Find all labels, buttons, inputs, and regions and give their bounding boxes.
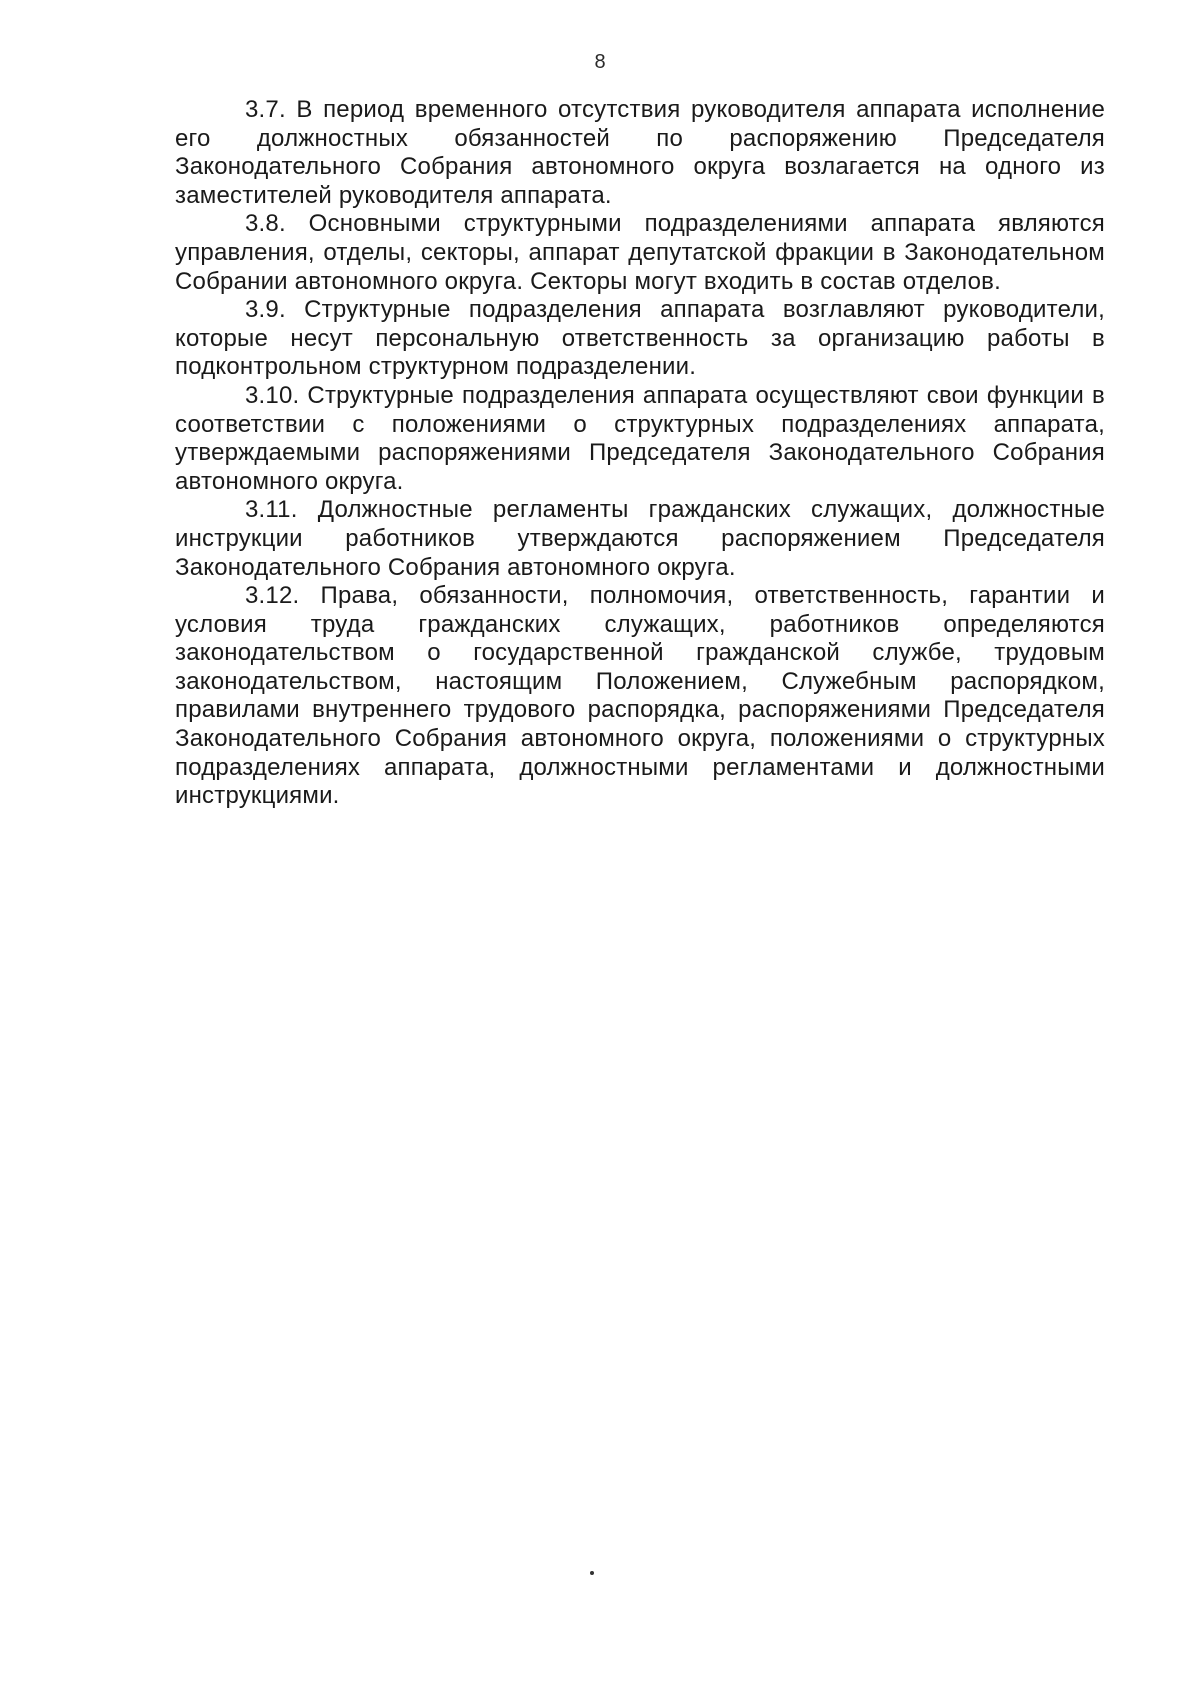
paragraph-3-8: 3.8. Основными структурными подразделениями аппарата являются управления, отделы, секторы, аппарат депутатской фракции в Законодательном Собрании автономного округа. Секторы могут входить в состав отделов. xyxy=(175,210,1105,295)
paragraph-3-11: 3.11. Должностные регламенты гражданских служащих, должностные инструкции работников утверждаются распоряжением Председателя Законодательного Собрания автономного округа. xyxy=(175,496,1105,581)
document-body xyxy=(175,96,1105,811)
paragraph-3-7: 3.7. В период временного отсутствия руководителя аппарата исполнение его должностных обязанностей по распоряжению Председателя Законодательного Собрания автономного округа возлагается на одного из заместителей руководителя аппарата. xyxy=(175,96,1105,209)
paragraph-3-9: 3.9. Структурные подразделения аппарата возглавляют руководители, которые несут персональную ответственность за организацию работы в подконтрольном структурном подразделении. xyxy=(175,296,1105,381)
scan-speck xyxy=(590,1571,594,1575)
paragraph-3-10: 3.10. Структурные подразделения аппарата осуществляют свои функции в соответствии с положениями о структурных подразделениях аппарата, утверждаемыми распоряжениями Председателя Законодательного Собрания автономного округа. xyxy=(175,381,1105,495)
page-number: 8 xyxy=(594,51,606,73)
paragraph-3-12: 3.12. Права, обязанности, полномочия, ответственность, гарантии и условия труда гражданских служащих, работников определяются законодательством о государственной гражданской службе, трудовым законодательством, настоящим Положением, Служебным распорядком, правилами внутреннего трудового распорядка, распоряжениями Председателя Законодательного Собрания автономного округа, положениями о структурных подразделениях аппарата, должностными регламентами и должностными инструкциями. xyxy=(175,582,1105,810)
